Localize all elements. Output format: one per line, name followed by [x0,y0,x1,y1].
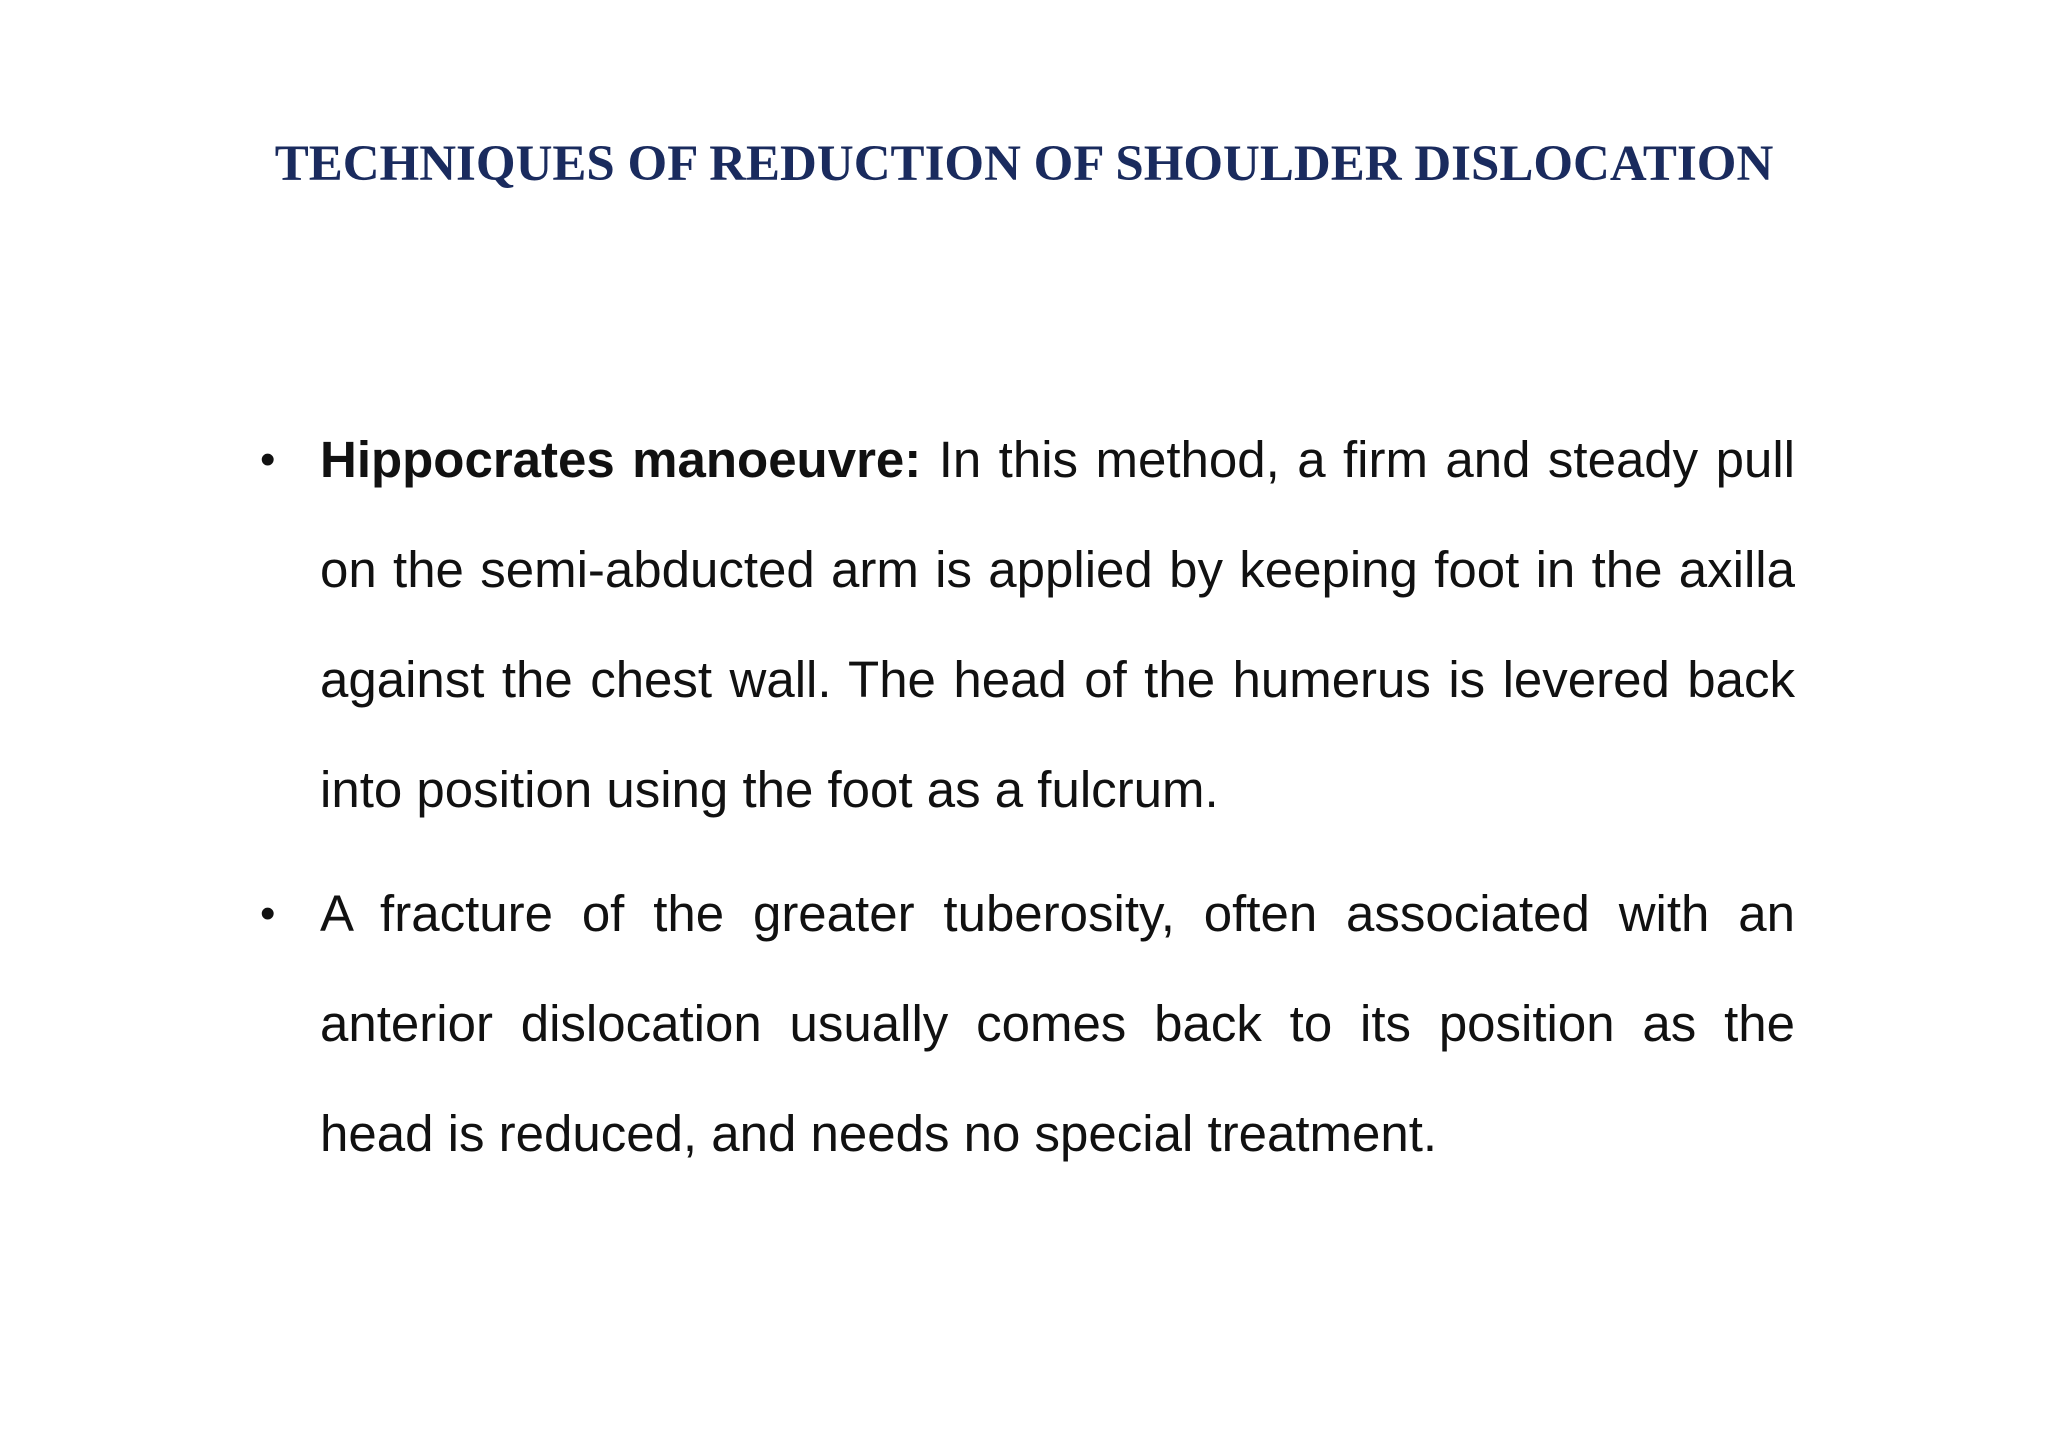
bullet-dot-icon: • [260,889,276,938]
bullet-item-greater-tuberosity [260,859,1795,1189]
bullet-list [260,405,1795,1203]
bullet-item-hippocrates [260,405,1795,845]
bullet-text: A fracture of the greater tuberosity, often associated with an anterior dislocation usually comes back to its position as the head is reduced, and needs no special treatment. [320,885,1795,1162]
bullet-dot-icon: • [260,435,276,484]
slide-title: TECHNIQUES OF REDUCTION OF SHOULDER DISLOCATION [274,136,1774,192]
bullet-term: Hippocrates manoeuvre: [320,431,922,488]
bullet-text: In this method, a firm and steady pull on the semi-abducted arm is applied by keeping foot in the axilla against the chest wall. The head of the humerus is levered back into position using the foot as a fulcrum. [320,431,1795,818]
